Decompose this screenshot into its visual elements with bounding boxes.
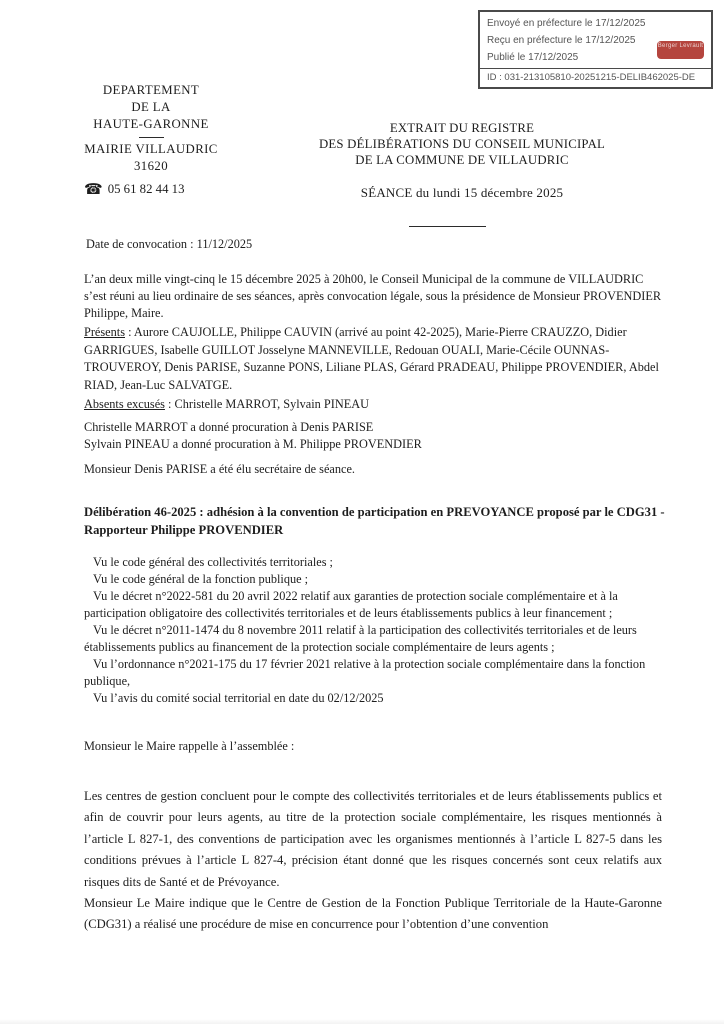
vu-item: Vu le décret n°2011-1474 du 8 novembre 2011 relatif à la participation des collectivités territoriales et de leurs établissements publics au financement de la protection sociale complémentaire de leurs agents ;	[84, 623, 637, 654]
phone-number: 05 61 82 44 13	[107, 182, 185, 196]
berger-levrault-badge: Berger Levrault	[657, 41, 704, 59]
vu-item: Vu le code général de la fonction publique ;	[93, 572, 309, 586]
register-title-line: DES DÉLIBÉRATIONS DU CONSEIL MUNICIPAL	[318, 137, 606, 151]
absents-names: : Christelle MARROT, Sylvain PINEAU	[164, 397, 369, 411]
department-line: DEPARTEMENT	[102, 83, 200, 97]
centres-gestion-paragraph: Les centres de gestion concluent pour le compte des collectivités territoriales et de leurs établissements publics et afin de couvrir pour leurs agents, au titre de la protection sociale complémentaire, les risques mentionnés à l’article L 827-1, des conventions de participation avec les organismes mentionnés à l’article L 827-5 dans les conditions prévues à l’article L 827-4, précision étant donné que les risques concernés sont ceux relatifs aux risques dits de Santé et de Prévoyance.	[84, 789, 662, 889]
presents-label: Présents	[84, 325, 125, 339]
stamp-received-line: Reçu en préfecture le 17/12/2025	[487, 35, 636, 46]
register-title-line: EXTRAIT DU REGISTRE	[389, 121, 535, 135]
telephone-icon: ☎	[84, 182, 103, 198]
header-divider-line	[139, 137, 164, 138]
department-line: HAUTE-GARONNE	[93, 117, 209, 131]
department-line: DE LA	[131, 100, 171, 114]
vu-item: Vu le décret n°2022-581 du 20 avril 2022 relatif aux garanties de protection sociale complémentaire et à la participation obligatoire des collectivités territoriales et de leurs établissements publics à leur financement ;	[84, 589, 618, 620]
deliberation-title: Délibération 46-2025 : adhésion à la convention de participation en PREVOYANCE proposé par le CDG31 - Rapporteur Philippe PROVENDIER	[84, 505, 665, 537]
postal-code: 31620	[134, 159, 168, 173]
stamp-id-line: ID : 031-213105810-20251215-DELIB462025-DE	[480, 68, 711, 87]
absents-label: Absents excusés	[84, 397, 165, 411]
prefecture-stamp-box	[478, 10, 713, 89]
vu-item: Vu l’avis du comité social territorial en date du 02/12/2025	[93, 691, 384, 705]
presents-paragraph	[84, 324, 662, 394]
convocation-date: Date de convocation : 11/12/2025	[86, 237, 253, 251]
procuration-line: Christelle MARROT a donné procuration à Denis PARISE	[84, 420, 374, 434]
presents-names: : Aurore CAUJOLLE, Philippe CAUVIN (arrivé au point 42-2025), Marie-Pierre CRAUZZO, Didier GARRIGUES, Isabelle GUILLOT Josselyne MANNEVILLE, Redouan OUALI, Marie-Cécile OUNNAS-TROUVEROY, Denis PARISE, Suzanne PONS, Liliane PLAS, Gérard PRADEAU, Philippe PROVENDIER, Abdel RIAD, Jean-Luc SALVATGE.	[84, 325, 659, 392]
stamp-sent-line: Envoyé en préfecture le 17/12/2025	[487, 18, 646, 29]
phone-line	[84, 180, 184, 199]
register-title-block	[292, 120, 632, 227]
mayor-recall-line: Monsieur le Maire rappelle à l’assemblée :	[84, 739, 295, 753]
vu-item: Vu le code général des collectivités territoriales ;	[93, 555, 333, 569]
session-date: SÉANCE du lundi 15 décembre 2025	[360, 185, 564, 200]
procuration-line: Sylvain PINEAU a donné procuration à M. Philippe PROVENDIER	[84, 437, 422, 451]
absents-paragraph	[84, 396, 662, 413]
department-block	[78, 82, 224, 175]
mairie-name: MAIRIE VILLAUDRIC	[84, 142, 218, 156]
stamp-published-line: Publié le 17/12/2025	[487, 52, 579, 63]
scan-edge-shade	[0, 1019, 724, 1024]
vu-list	[84, 554, 664, 707]
opening-paragraph: L’an deux mille vingt-cinq le 15 décembre 2025 à 20h00, le Conseil Municipal de la commune de VILLAUDRIC s’est réuni au lieu ordinaire de ses séances, après convocation légale, sous la présidence de Monsieur PROVENDIER Philippe, Maire.	[84, 272, 662, 320]
session-divider-line	[409, 226, 486, 227]
secretary-line: Monsieur Denis PARISE a été élu secrétaire de séance.	[84, 462, 356, 476]
procurations-block	[84, 419, 662, 453]
mayor-indication-paragraph: Monsieur Le Maire indique que le Centre de Gestion de la Fonction Publique Territoriale de la Haute-Garonne (CDG31) a réalisé une procédure de mise en concurrence pour l’obtention d’une convention	[84, 896, 662, 932]
register-title-line: DE LA COMMUNE DE VILLAUDRIC	[355, 153, 569, 167]
vu-item: Vu l’ordonnance n°2021-175 du 17 février 2021 relative à la protection sociale complémentaire dans la fonction publique,	[84, 657, 646, 688]
